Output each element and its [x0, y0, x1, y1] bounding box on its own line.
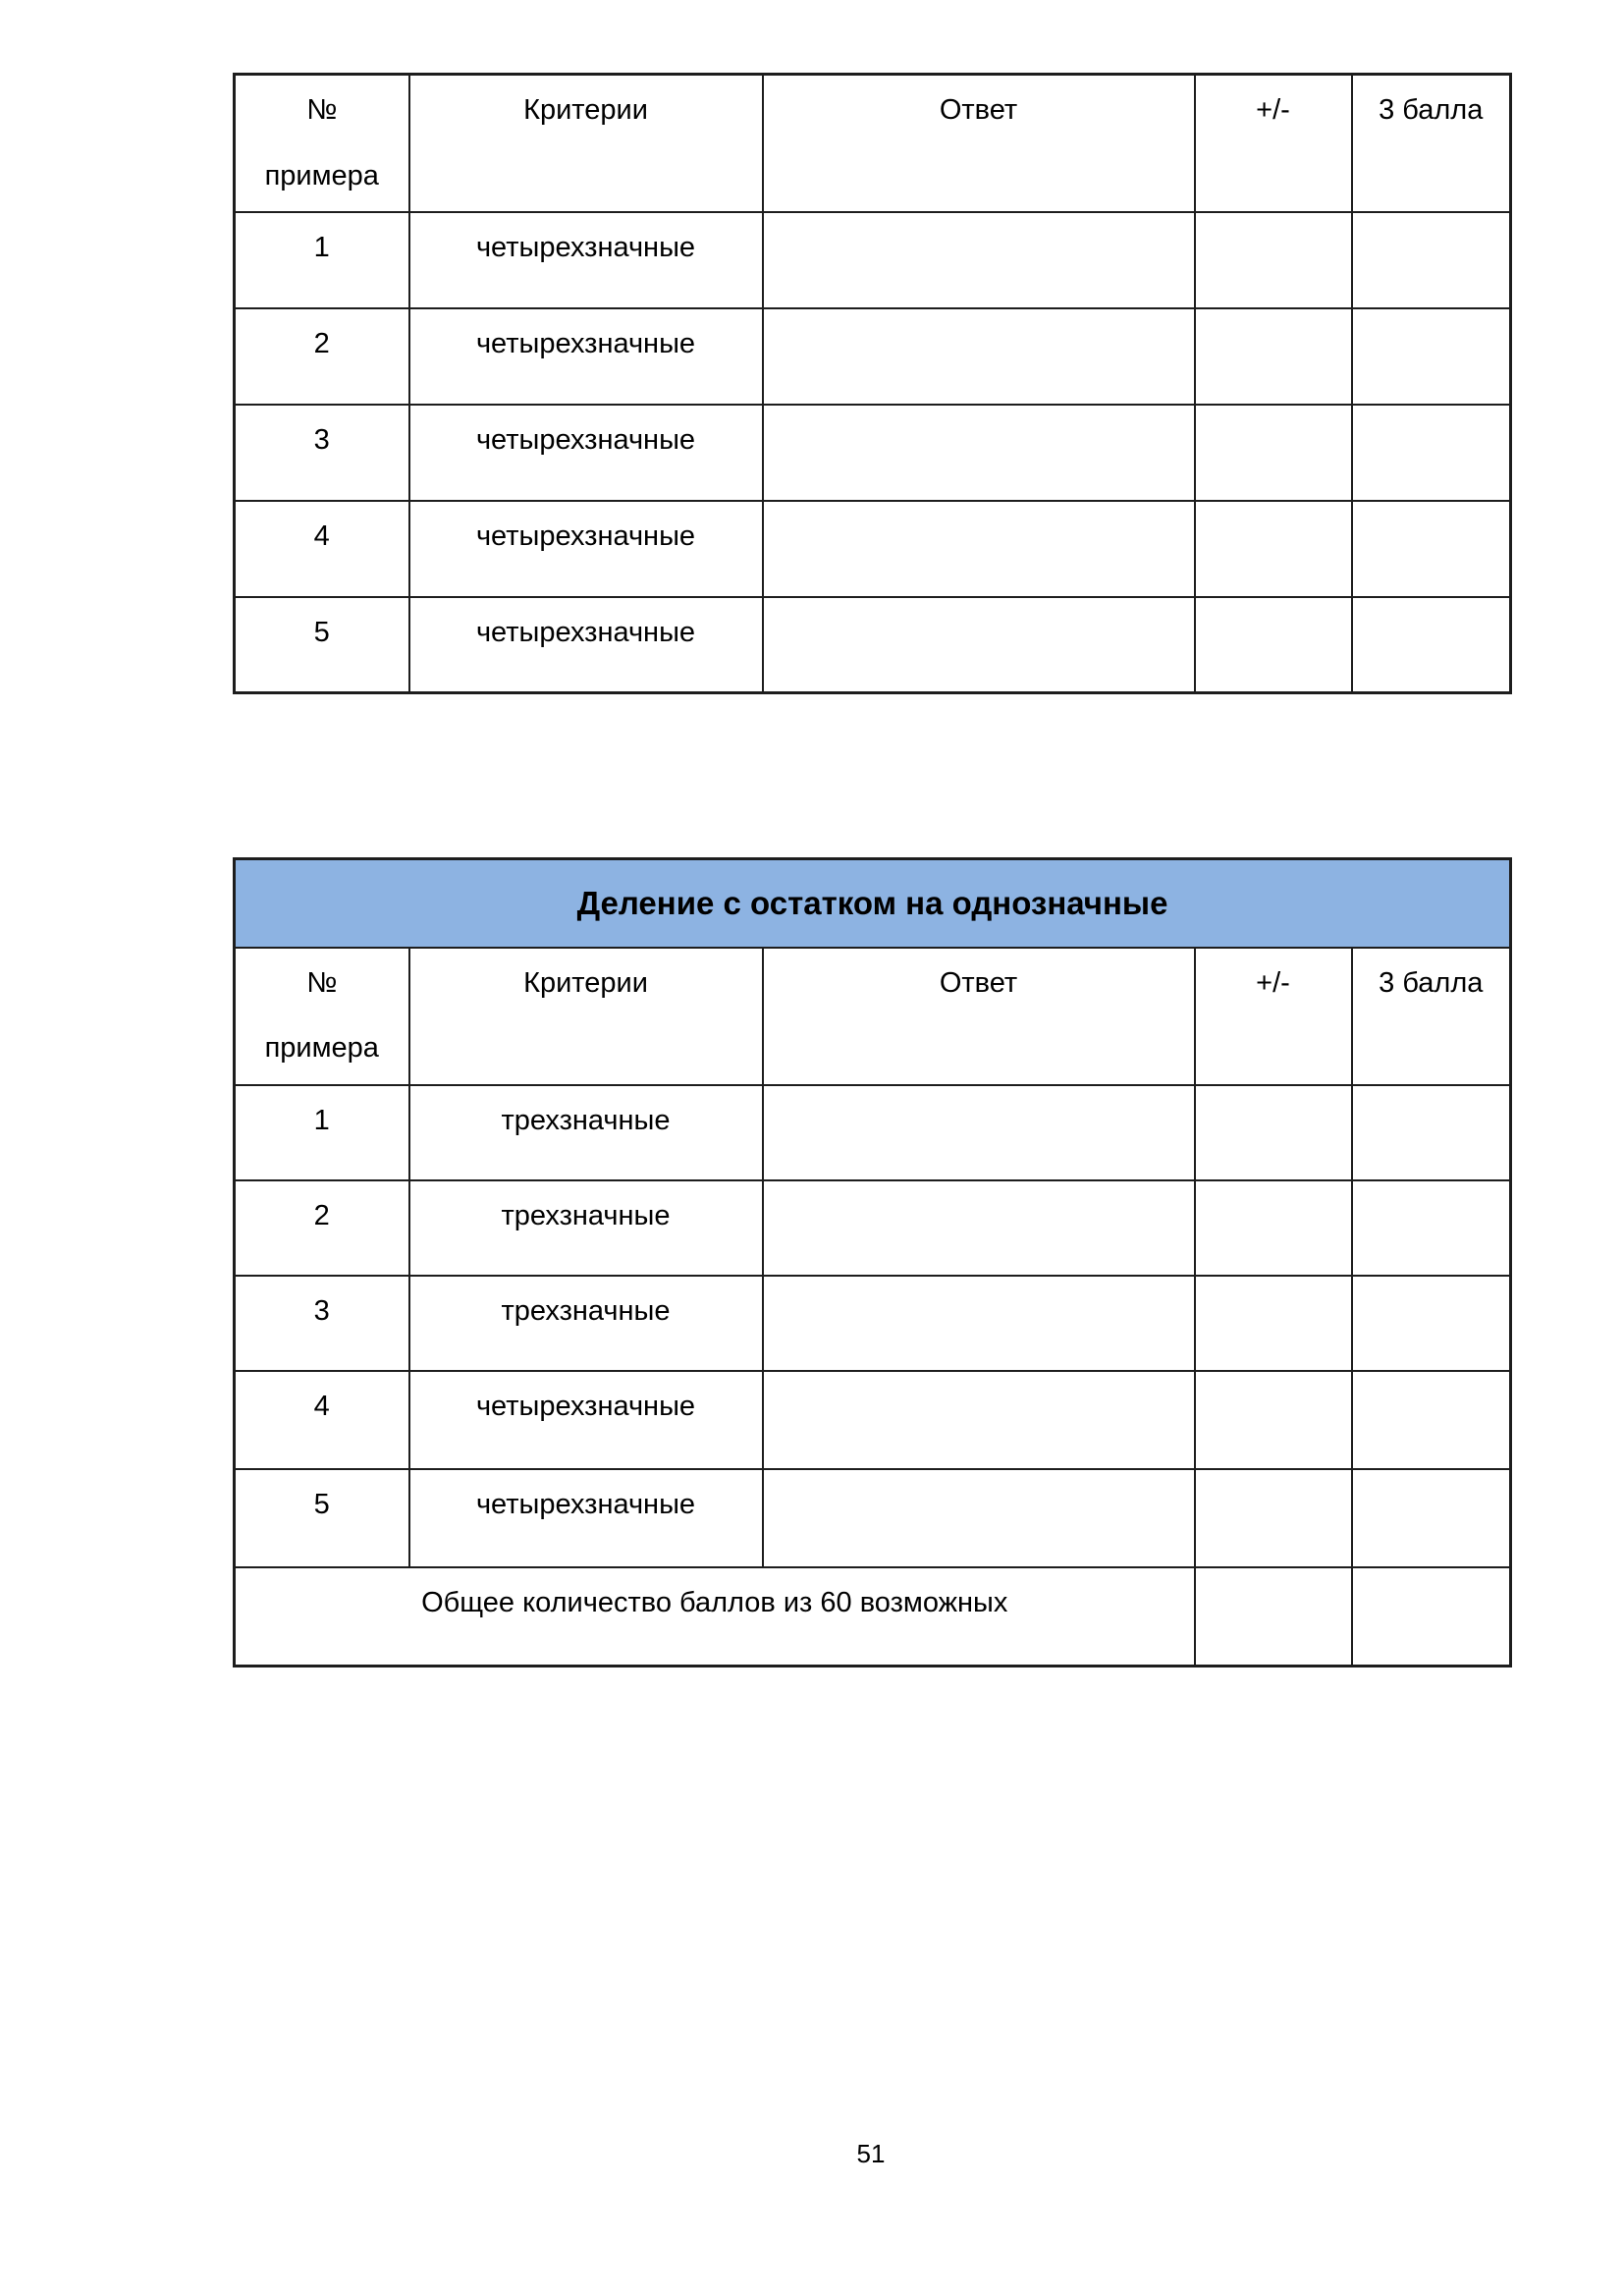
example-number-cell: 2 [235, 308, 409, 405]
plus-minus-cell [1195, 308, 1352, 405]
total-score-row [235, 1567, 1511, 1667]
answer-cell [763, 405, 1195, 501]
criteria-cell: четырехзначные [409, 212, 763, 308]
criteria-cell: четырехзначные [409, 405, 763, 501]
answer-cell [763, 1469, 1195, 1567]
table-row [235, 405, 1511, 501]
example-number-cell: 4 [235, 1371, 409, 1469]
plus-minus-cell [1195, 501, 1352, 597]
answer-cell [763, 1180, 1195, 1276]
example-number-cell: 1 [235, 212, 409, 308]
score-cell [1352, 1180, 1511, 1276]
column-header-answer: Ответ [763, 75, 1195, 212]
answer-cell [763, 1276, 1195, 1371]
table-row [235, 1180, 1511, 1276]
answer-cell [763, 597, 1195, 693]
plus-minus-cell [1195, 597, 1352, 693]
example-number-cell: 5 [235, 597, 409, 693]
table-2-title-band [235, 859, 1511, 948]
score-cell [1352, 212, 1511, 308]
table-2-title: Деление с остатком на однозначные [235, 859, 1511, 948]
answer-cell [763, 308, 1195, 405]
plus-minus-cell [1195, 1371, 1352, 1469]
table-row [235, 1085, 1511, 1180]
column-header-plus-minus: +/- [1195, 948, 1352, 1085]
page-number: 51 [856, 2139, 886, 2168]
criteria-cell: трехзначные [409, 1276, 763, 1371]
score-cell [1352, 1371, 1511, 1469]
answer-cell [763, 501, 1195, 597]
criteria-table-2 [233, 857, 1512, 1667]
score-cell [1352, 308, 1511, 405]
answer-cell [763, 1085, 1195, 1180]
table-row [235, 1276, 1511, 1371]
plus-minus-cell [1195, 405, 1352, 501]
plus-minus-cell [1195, 1085, 1352, 1180]
example-number-cell: 4 [235, 501, 409, 597]
score-cell [1352, 501, 1511, 597]
score-cell [1352, 1276, 1511, 1371]
table-row [235, 1371, 1511, 1469]
column-header-answer: Ответ [763, 948, 1195, 1085]
table-2-header-row [235, 948, 1511, 1085]
answer-cell [763, 212, 1195, 308]
answer-cell [763, 1371, 1195, 1469]
plus-minus-cell [1195, 1180, 1352, 1276]
column-header-score: 3 балла [1352, 75, 1511, 212]
example-number-cell: 1 [235, 1085, 409, 1180]
total-score-label: Общее количество баллов из 60 возможных [235, 1567, 1195, 1667]
score-cell [1352, 1469, 1511, 1567]
plus-minus-cell [1195, 1276, 1352, 1371]
column-header-number [235, 75, 409, 212]
column-header-criteria: Критерии [409, 75, 763, 212]
table-row [235, 308, 1511, 405]
table-row [235, 1469, 1511, 1567]
table-row [235, 501, 1511, 597]
criteria-cell: четырехзначные [409, 1371, 763, 1469]
score-cell [1352, 405, 1511, 501]
column-header-number [235, 948, 409, 1085]
table-1-header-row [235, 75, 1511, 212]
column-header-number-label: № примера [264, 94, 379, 191]
example-number-cell: 5 [235, 1469, 409, 1567]
column-header-criteria: Критерии [409, 948, 763, 1085]
score-cell [1352, 1085, 1511, 1180]
criteria-cell: четырехзначные [409, 1469, 763, 1567]
plus-minus-cell [1195, 212, 1352, 308]
example-number-cell: 3 [235, 405, 409, 501]
criteria-cell: четырехзначные [409, 501, 763, 597]
table-row [235, 212, 1511, 308]
score-cell [1352, 597, 1511, 693]
column-header-number-label: № примера [264, 966, 379, 1065]
table-row [235, 597, 1511, 693]
example-number-cell: 2 [235, 1180, 409, 1276]
criteria-cell: трехзначные [409, 1085, 763, 1180]
column-header-plus-minus: +/- [1195, 75, 1352, 212]
criteria-table-1 [233, 73, 1512, 694]
score-cell [1352, 1567, 1511, 1667]
example-number-cell: 3 [235, 1276, 409, 1371]
criteria-cell: четырехзначные [409, 308, 763, 405]
column-header-score: 3 балла [1352, 948, 1511, 1085]
plus-minus-cell [1195, 1469, 1352, 1567]
criteria-cell: трехзначные [409, 1180, 763, 1276]
plus-minus-cell [1195, 1567, 1352, 1667]
criteria-cell: четырехзначные [409, 597, 763, 693]
